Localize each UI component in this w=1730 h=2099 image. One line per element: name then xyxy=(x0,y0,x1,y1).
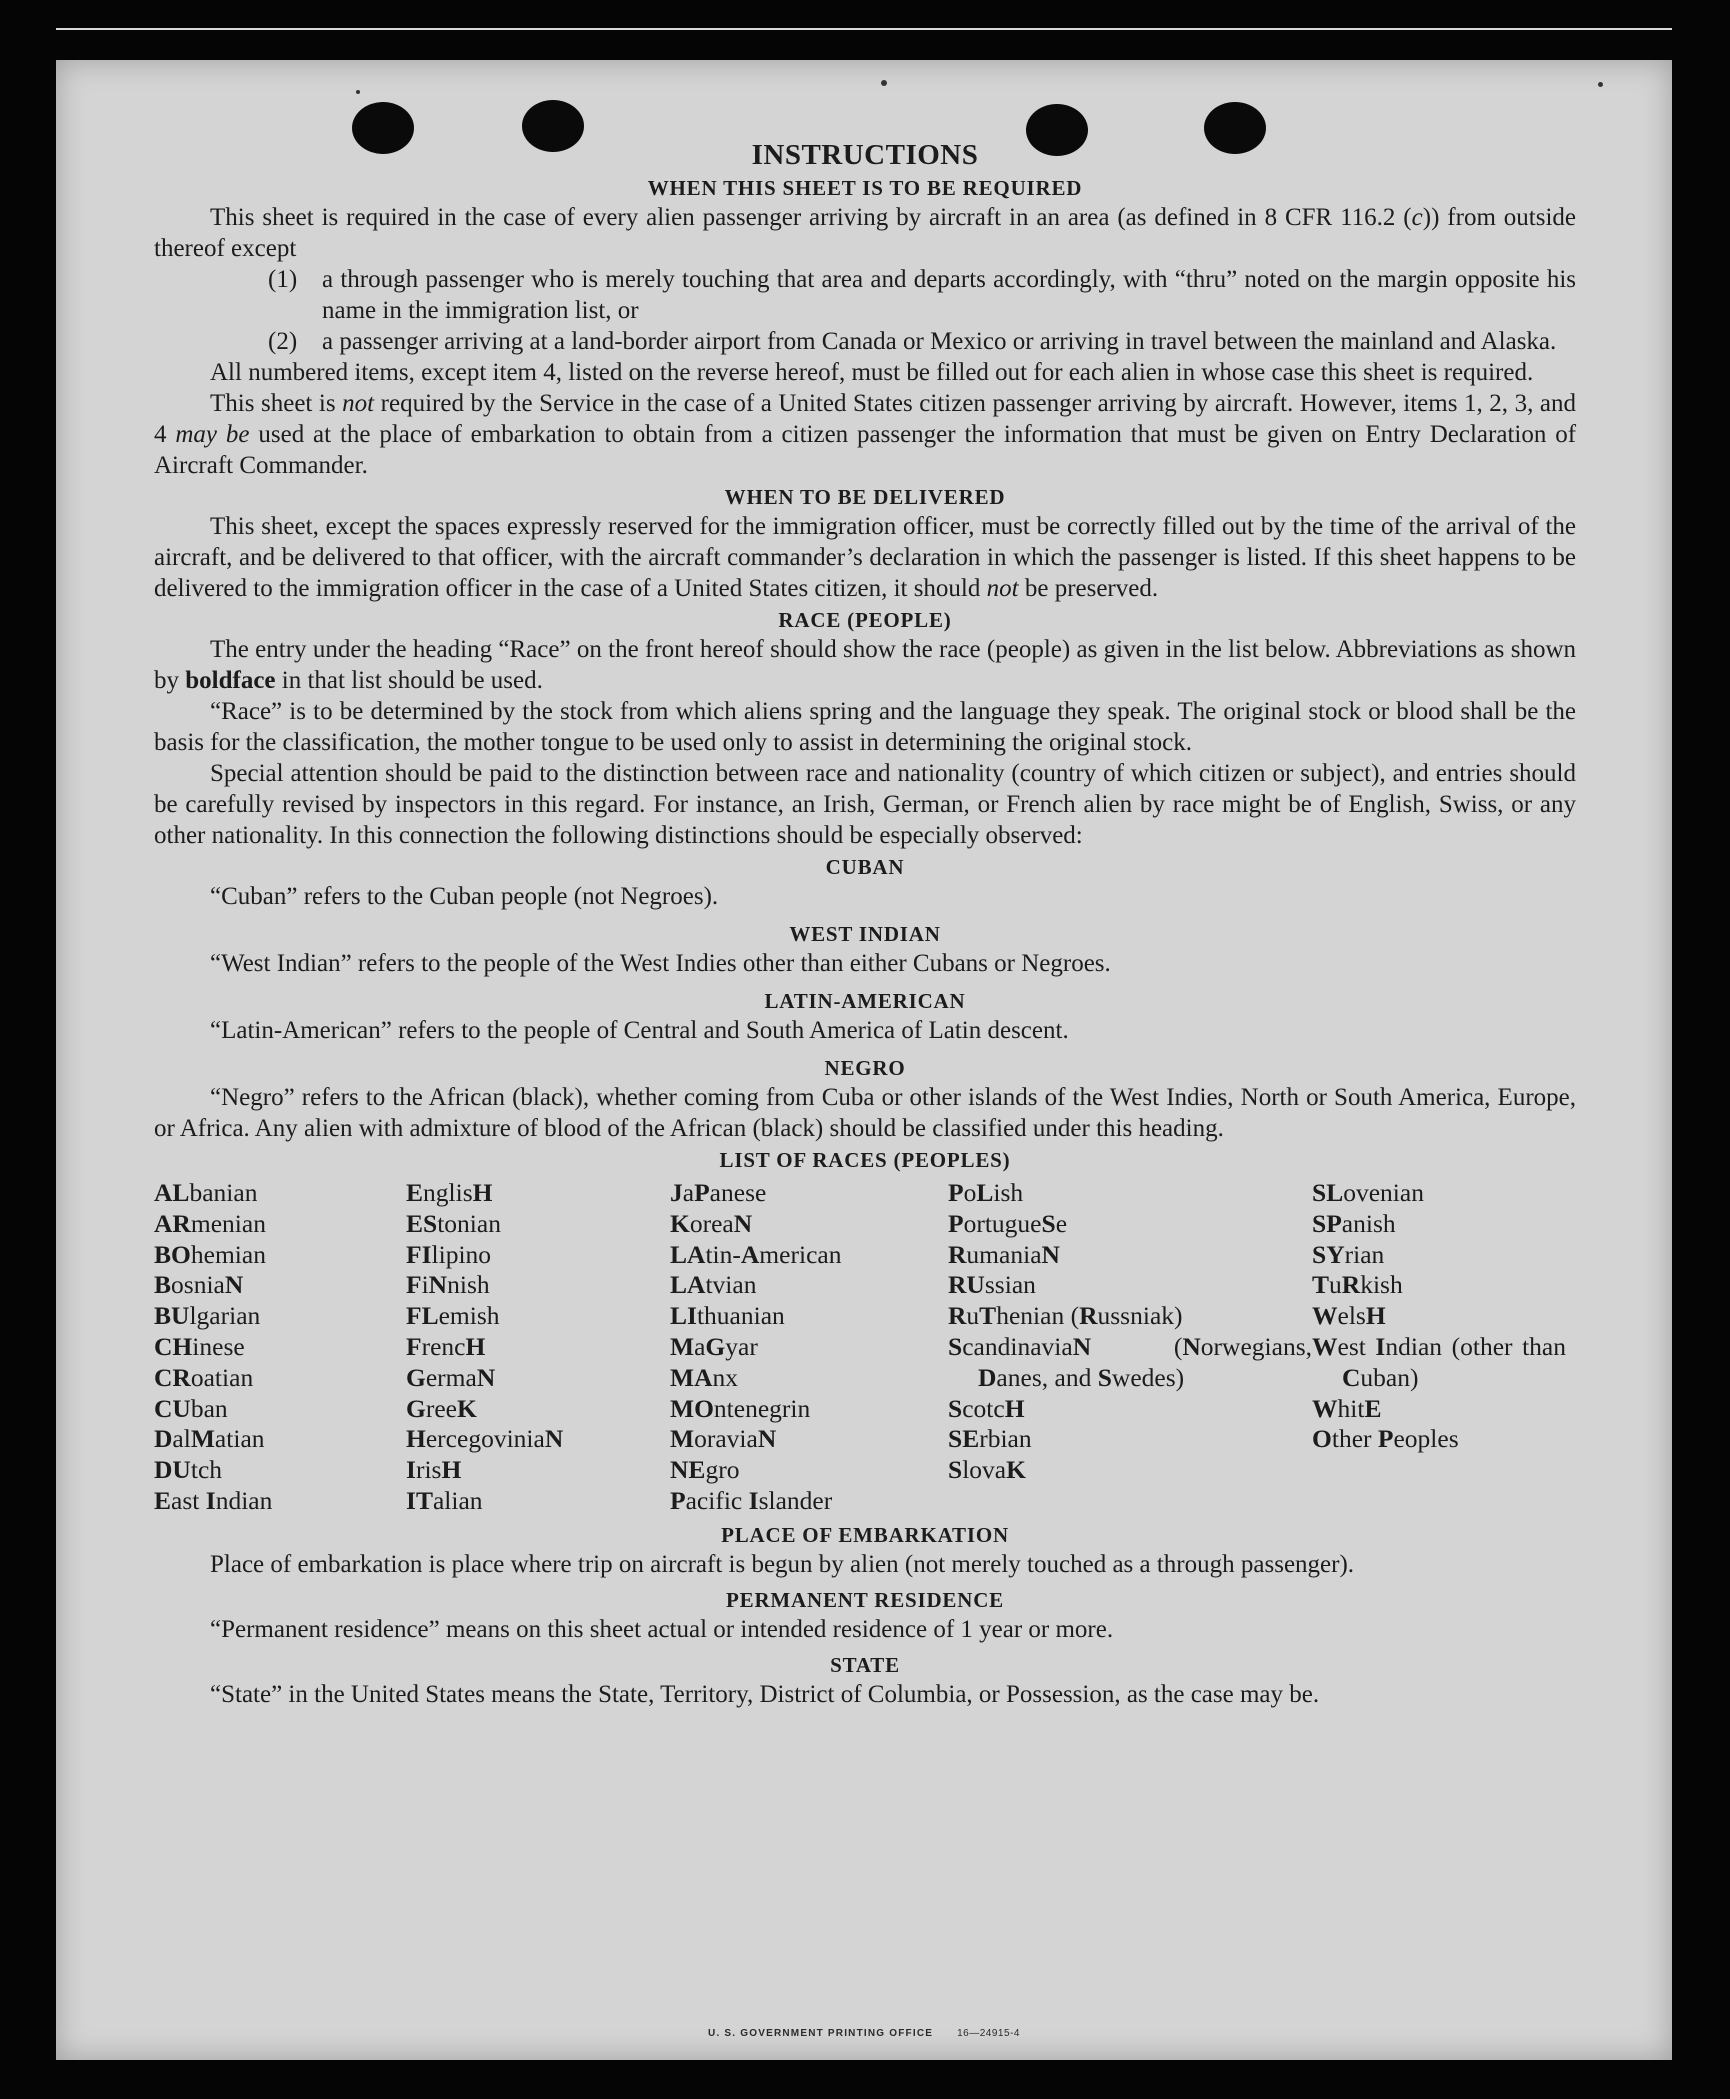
paragraph-state: “State” in the United States means the State, Territory, District of Columbia, or Possession, as the case may be. xyxy=(210,1680,1320,1708)
race-item: MOntenegrin xyxy=(670,1393,811,1423)
race-column xyxy=(406,1178,670,1517)
race-list xyxy=(154,1178,1576,1517)
race-item: FIlipino xyxy=(406,1239,492,1269)
exception-number: (2) xyxy=(268,328,298,355)
race-item: EStonian xyxy=(406,1208,501,1238)
heading-cuban: CUBAN xyxy=(825,855,905,879)
heading-list-of-races: LIST OF RACES (PEOPLES) xyxy=(719,1148,1011,1172)
race-item: RUssian xyxy=(948,1270,1036,1300)
race-item: LAtin-American xyxy=(670,1239,842,1269)
race-item: BosniaN xyxy=(154,1270,244,1300)
document-sheet xyxy=(56,60,1672,2060)
race-item: CUban xyxy=(154,1393,228,1423)
speck xyxy=(881,80,887,86)
race-item: HercegoviniaN xyxy=(406,1424,564,1454)
speck xyxy=(356,90,360,94)
race-item: Pacific Islander xyxy=(670,1485,833,1515)
paragraph-place-of-embarkation: Place of embarkation is place where trip on aircraft is begun by alien (not merely touched as a through passenger). xyxy=(210,1550,1355,1578)
race-item: SlovaK xyxy=(948,1455,1026,1485)
race-item: BUlgarian xyxy=(154,1301,261,1331)
paragraph-citizen-passenger: This sheet is not required by the Service in the case of a United States citizen passenger arriving by aircraft. However, items 1, 2, 3, and 4 may be used at the place of embarkation to obtain from a citizen passenger the information that must be given on Entry Declaration of Aircraft Commander. xyxy=(154,390,1577,479)
paragraph-negro: “Negro” refers to the African (black), whether coming from Cuba or other islands of the West Indies, North or South America, Europe, or Africa. Any alien with admixture of blood of the African (black) should be classified under this heading. xyxy=(154,1084,1576,1142)
race-item: DalMatian xyxy=(154,1424,265,1454)
race-item: CHinese xyxy=(154,1331,245,1361)
race-column xyxy=(154,1178,406,1517)
race-item: NEgro xyxy=(670,1455,740,1485)
race-item: MoraviaN xyxy=(670,1424,777,1454)
race-item: LIthuanian xyxy=(670,1301,785,1331)
race-item: ScotcH xyxy=(948,1393,1025,1423)
heading-when-required: WHEN THIS SHEET IS TO BE REQUIRED xyxy=(647,176,1083,200)
race-item: ARmenian xyxy=(154,1208,266,1238)
race-item: FLemish xyxy=(406,1301,500,1331)
race-item: CRoatian xyxy=(154,1362,254,1392)
printer-footer xyxy=(56,2028,1672,2039)
race-item: JaPanese xyxy=(670,1178,767,1207)
race-column xyxy=(948,1178,1312,1517)
paragraph-latin-american: “Latin-American” refers to the people of Central and South America of Latin descent. xyxy=(210,1017,1069,1044)
race-item: BOhemian xyxy=(154,1239,266,1269)
printer-imprint: U. S. GOVERNMENT PRINTING OFFICE xyxy=(708,2028,934,2039)
race-item: FrencH xyxy=(406,1331,486,1361)
race-item: RuThenian (Russniak) xyxy=(948,1301,1183,1331)
speck xyxy=(1598,82,1603,87)
heading-latin-american: LATIN-AMERICAN xyxy=(764,989,966,1013)
race-item: SYrian xyxy=(1312,1239,1385,1269)
exception-text: a passenger arriving at a land-border airport from Canada or Mexico or arriving in travel between the mainland and Alaska. xyxy=(322,328,1557,355)
paragraph-permanent-residence: “Permanent residence” means on this sheet actual or intended residence of 1 year or more. xyxy=(210,1615,1114,1643)
race-column xyxy=(670,1178,948,1517)
race-item: MaGyar xyxy=(670,1331,758,1361)
heading-state: STATE xyxy=(830,1652,900,1677)
race-item: ScandinaviaN (Norwegians, Danes, and Swedes) xyxy=(948,1331,1312,1392)
form-number: 16—24915-4 xyxy=(957,2028,1020,2039)
race-item: GreeK xyxy=(406,1393,477,1423)
instructions-body xyxy=(154,138,1576,1710)
exception-item xyxy=(154,264,1576,326)
exception-number: (1) xyxy=(268,266,298,293)
paragraph-required-intro: This sheet is required in the case of every alien passenger arriving by aircraft in an area (as defined in 8 CFR 116.2 (c)) from outside thereof except xyxy=(154,204,1576,262)
race-item: TuRkish xyxy=(1312,1270,1403,1300)
race-item: DUtch xyxy=(154,1455,223,1485)
race-item: East Indian xyxy=(154,1485,273,1515)
race-item: West Indian (other than Cuban) xyxy=(1312,1331,1566,1392)
race-item: Other Peoples xyxy=(1312,1424,1459,1454)
top-edge-line xyxy=(56,28,1672,30)
race-item: WhitE xyxy=(1312,1393,1382,1423)
paragraph-numbered-items: All numbered items, except item 4, listed on the reverse hereof, must be filled out for each alien in whose case this sheet is required. xyxy=(210,359,1534,386)
paragraph-west-indian: “West Indian” refers to the people of the West Indies other than either Cubans or Negroes. xyxy=(210,950,1111,977)
race-item: SPanish xyxy=(1312,1208,1396,1238)
heading-negro: NEGRO xyxy=(824,1056,906,1080)
race-item: LAtvian xyxy=(670,1270,757,1300)
race-item: ITalian xyxy=(406,1485,483,1515)
paragraph-race-nationality: Special attention should be paid to the distinction between race and nationality (country of which citizen or subject), and entries should be carefully revised by inspectors in this regard. For instance, an Irish, German, or French alien by race might be of English, Swiss, or any other nationality. In this connection the following distinctions should be especially observed: xyxy=(154,760,1576,849)
page-title: INSTRUCTIONS xyxy=(751,139,979,171)
heading-when-delivered: WHEN TO BE DELIVERED xyxy=(724,485,1006,509)
race-item: EnglisH xyxy=(406,1178,493,1207)
paragraph-cuban: “Cuban” refers to the Cuban people (not Negroes). xyxy=(210,883,719,910)
race-item: ALbanian xyxy=(154,1178,258,1207)
exception-item xyxy=(154,326,1576,357)
race-item: PortugueSe xyxy=(948,1208,1068,1238)
race-item: SLovenian xyxy=(1312,1178,1424,1207)
race-item: WelsH xyxy=(1312,1301,1386,1331)
race-item: KoreaN xyxy=(670,1208,753,1238)
race-item: PoLish xyxy=(948,1178,1024,1207)
exception-text: a through passenger who is merely touching that area and departs accordingly, with “thru” noted on the margin opposite his name in the immigration list, or xyxy=(322,266,1576,324)
paragraph-race-stock: “Race” is to be determined by the stock from which aliens spring and the language they speak. The original stock or blood shall be the basis for the classification, the mother tongue to be used only to assist in determining the original stock. xyxy=(154,698,1576,756)
race-item: FiNnish xyxy=(406,1270,490,1300)
paragraph-race-entry: The entry under the heading “Race” on the front hereof should show the race (people) as given in the list below. Abbreviations as shown by boldface in that list should be used. xyxy=(154,636,1576,694)
heading-race: RACE (PEOPLE) xyxy=(778,608,952,632)
race-item: SErbian xyxy=(948,1424,1032,1454)
race-item: IrisH xyxy=(406,1455,462,1485)
race-item: RumaniaN xyxy=(948,1239,1060,1269)
heading-west-indian: WEST INDIAN xyxy=(789,922,941,946)
paragraph-delivery: This sheet, except the spaces expressly reserved for the immigration officer, must be correctly filled out by the time of the arrival of the aircraft, and be delivered to that officer, with the aircraft commander’s declaration in which the passenger is listed. If this sheet happens to be delivered to the immigration officer in the case of a United States citizen, it should not be preserved. xyxy=(154,513,1576,602)
race-item: MAnx xyxy=(670,1362,738,1392)
race-item: GermaN xyxy=(406,1362,496,1392)
heading-permanent-residence: PERMANENT RESIDENCE xyxy=(726,1587,1004,1612)
race-column xyxy=(1312,1178,1566,1517)
heading-place-of-embarkation: PLACE OF EMBARKATION xyxy=(721,1522,1009,1547)
